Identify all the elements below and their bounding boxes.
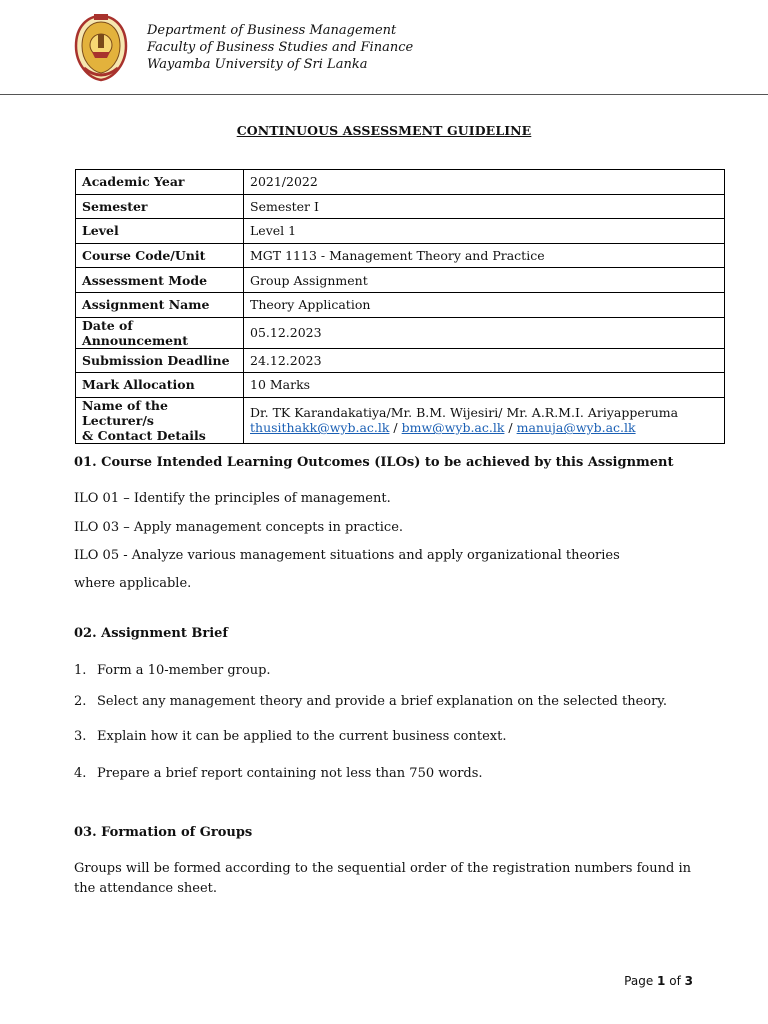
info-label: Course Code/Unit [76, 243, 244, 268]
lecturer-row [76, 397, 725, 443]
email-separator: / [389, 420, 402, 436]
lecturer-details [244, 397, 725, 443]
info-row [76, 194, 725, 219]
email-link[interactable]: thusithakk@wyb.ac.lk [250, 420, 390, 436]
institution-header [147, 22, 413, 73]
list-number: 4. [74, 766, 87, 781]
list-number: 2. [74, 694, 87, 709]
info-row [76, 170, 725, 195]
info-label: Date of Announcement [76, 317, 244, 348]
info-row [76, 317, 725, 348]
list-text: Prepare a brief report containing not less than 750 words. [97, 766, 483, 781]
info-value: 10 Marks [244, 373, 725, 398]
info-row [76, 219, 725, 244]
department-name: Department of Business Management [147, 23, 397, 38]
info-value: 24.12.2023 [244, 348, 725, 373]
paragraph-line: Groups will be formed according to the sequential order of the registration numbers found in [74, 861, 691, 876]
list-item [74, 766, 483, 781]
section-brief-heading: 02. Assignment Brief [74, 626, 228, 641]
info-value: Semester I [244, 194, 725, 219]
email-link[interactable]: manuja@wyb.ac.lk [516, 420, 636, 436]
lecturer-names: Dr. TK Karandakatiya/Mr. B.M. Wijesiri/ Mr. A.R.M.I. Ariyapperuma [250, 405, 679, 421]
ilo-line: ILO 03 – Apply management concepts in practice. [74, 520, 404, 535]
info-value: Group Assignment [244, 268, 725, 293]
info-row [76, 268, 725, 293]
header-divider [0, 94, 768, 95]
list-item [74, 729, 507, 744]
info-row [76, 243, 725, 268]
info-row [76, 373, 725, 398]
lecturer-label-line: Name of the Lecturer/s [82, 397, 168, 428]
page-number [624, 974, 693, 988]
of-word: of [669, 974, 681, 988]
info-row [76, 292, 725, 317]
email-link[interactable]: bmw@wyb.ac.lk [401, 420, 505, 436]
paragraph-line: the attendance sheet. [74, 881, 218, 896]
section-ilo-heading: 01. Course Intended Learning Outcomes (ILOs) to be achieved by this Assignment [74, 455, 674, 470]
info-label: Level [76, 219, 244, 244]
university-seal-icon [70, 12, 132, 84]
list-text: Form a 10-member group. [97, 663, 271, 678]
lecturer-label-line: & Contact Details [82, 427, 206, 443]
info-label: Semester [76, 194, 244, 219]
lecturer-emails [250, 420, 718, 435]
ilo-line: ILO 01 – Identify the principles of management. [74, 491, 391, 506]
info-row [76, 348, 725, 373]
ilo-line: ILO 05 - Analyze various management situations and apply organizational theories [74, 548, 620, 563]
ilo-line: where applicable. [74, 576, 192, 591]
lecturer-label [76, 397, 244, 443]
info-label: Assessment Mode [76, 268, 244, 293]
list-item [74, 694, 667, 709]
info-value: 2021/2022 [244, 170, 725, 195]
list-number: 1. [74, 663, 87, 678]
faculty-name: Faculty of Business Studies and Finance [147, 40, 414, 55]
info-label: Assignment Name [76, 292, 244, 317]
list-item [74, 663, 271, 678]
info-label: Submission Deadline [76, 348, 244, 373]
total-pages: 3 [684, 974, 693, 988]
info-value: MGT 1113 - Management Theory and Practice [244, 243, 725, 268]
section-groups-heading: 03. Formation of Groups [74, 825, 253, 840]
list-text: Select any management theory and provide a brief explanation on the selected theory. [97, 694, 668, 709]
email-separator: / [504, 420, 517, 436]
list-text: Explain how it can be applied to the current business context. [97, 729, 507, 744]
page-word: Page [624, 974, 654, 988]
info-value: Level 1 [244, 219, 725, 244]
assessment-info-table [75, 169, 725, 444]
current-page: 1 [657, 974, 666, 988]
info-value: 05.12.2023 [244, 317, 725, 348]
university-name: Wayamba University of Sri Lanka [147, 57, 368, 72]
document-title: CONTINUOUS ASSESSMENT GUIDELINE [236, 123, 532, 138]
info-label: Mark Allocation [76, 373, 244, 398]
list-number: 3. [74, 729, 87, 744]
info-value: Theory Application [244, 292, 725, 317]
info-label: Academic Year [76, 170, 244, 195]
